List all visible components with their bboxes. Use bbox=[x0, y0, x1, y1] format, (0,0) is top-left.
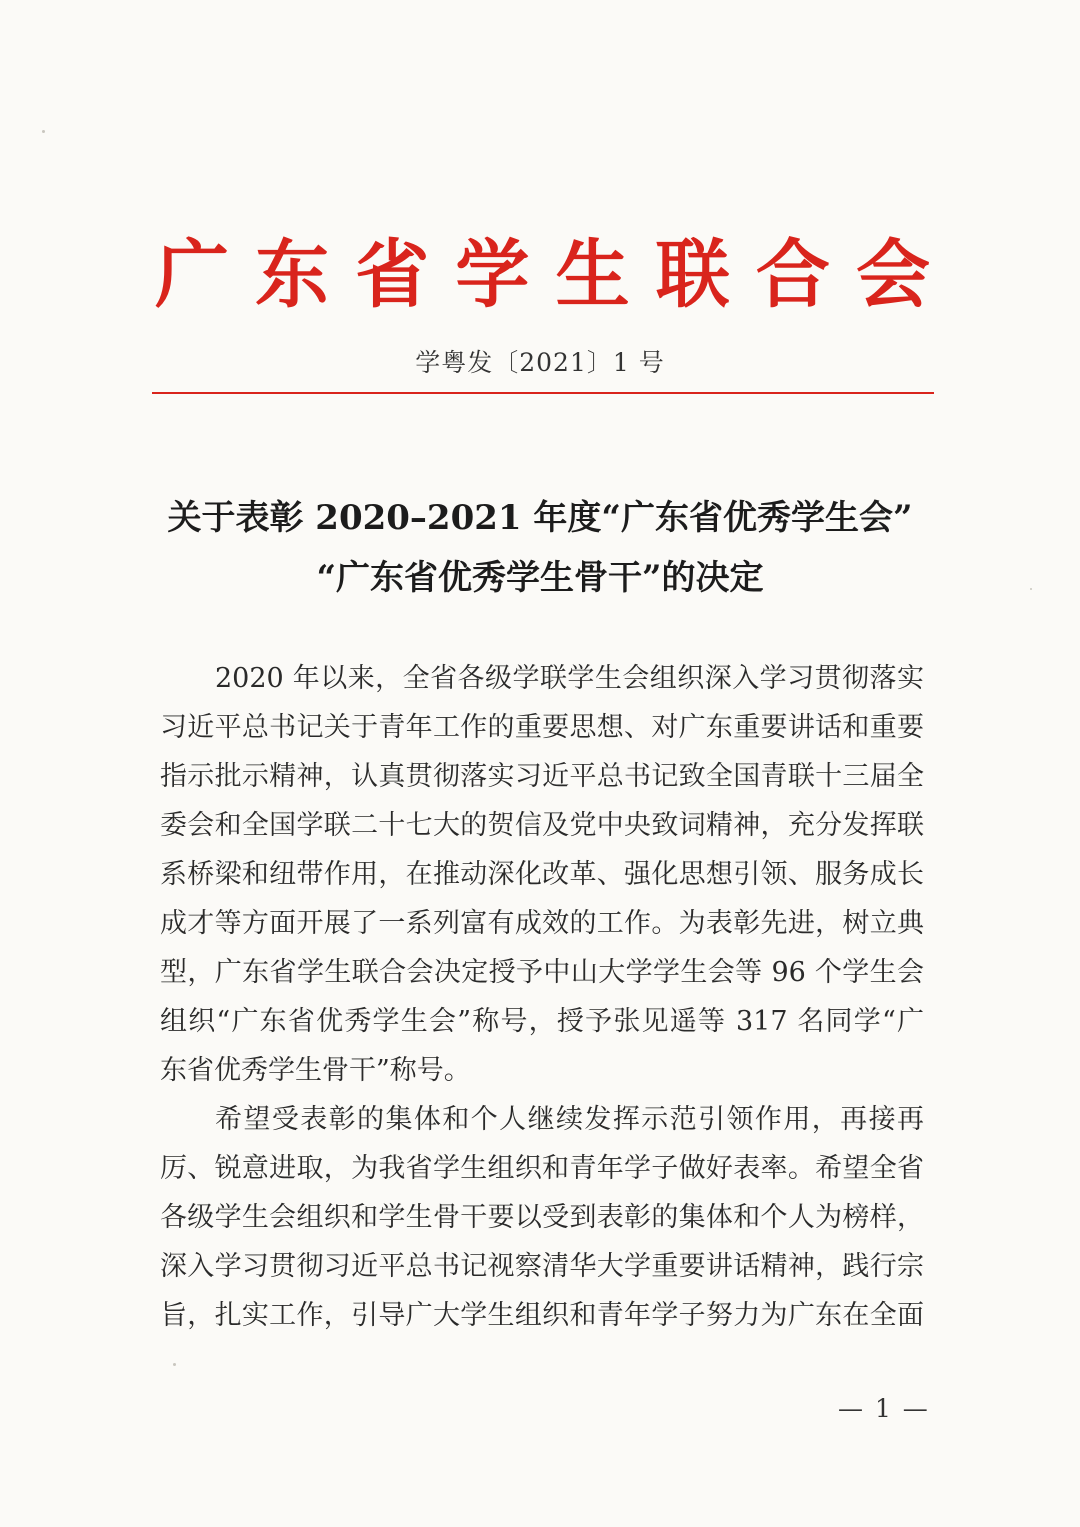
title-line-1: 关于表彰 2020–2021 年度“广东省优秀学生会” bbox=[167, 498, 913, 538]
paper-speck bbox=[173, 1363, 176, 1366]
header-char: 广 bbox=[155, 232, 229, 318]
body-line: 指示批示精神，认真贯彻落实习近平总书记致全国青联十三届全 bbox=[160, 761, 924, 792]
body-line: 2020 年以来，全省各级学联学生会组织深入学习贯彻落实 bbox=[215, 663, 924, 694]
body-line: 厉、锐意进取，为我省学生组织和青年学子做好表率。希望全省 bbox=[160, 1153, 924, 1184]
document-number: 学粤发〔2021〕1 号 bbox=[415, 348, 665, 377]
body-line: 东省优秀学生骨干”称号。 bbox=[160, 1055, 471, 1086]
body-line: 成才等方面开展了一系列富有成效的工作。为表彰先进，树立典 bbox=[160, 908, 924, 939]
body-line: 旨，扎实工作，引导广大学生组织和青年学子努力为广东在全面 bbox=[160, 1300, 924, 1331]
paper-speck bbox=[1030, 588, 1032, 590]
page-number: — 1 — bbox=[838, 1394, 930, 1423]
body-line: 组织“广东省优秀学生会”称号，授予张见遥等 317 名同学“广 bbox=[160, 1006, 924, 1037]
header-char: 学 bbox=[455, 232, 530, 318]
title-line-2: “广东省优秀学生骨干”的决定 bbox=[316, 558, 764, 598]
header-char: 会 bbox=[855, 232, 930, 318]
body-line: 各级学生会组织和学生骨干要以受到表彰的集体和个人为榜样， bbox=[160, 1202, 924, 1233]
body-line: 型，广东省学生联合会决定授予中山大学学生会等 96 个学生会 bbox=[160, 957, 924, 988]
header-char: 合 bbox=[755, 232, 830, 318]
body-line: 习近平总书记关于青年工作的重要思想、对广东重要讲话和重要 bbox=[160, 712, 924, 743]
header-char: 生 bbox=[555, 232, 630, 318]
body-line: 深入学习贯彻习近平总书记视察清华大学重要讲话精神，践行宗 bbox=[160, 1251, 924, 1282]
header-char: 省 bbox=[355, 232, 430, 318]
body-line: 委会和全国学联二十七大的贺信及党中央致词精神，充分发挥联 bbox=[160, 810, 924, 841]
body-line: 系桥梁和纽带作用，在推动深化改革、强化思想引领、服务成长 bbox=[160, 859, 924, 890]
red-divider bbox=[152, 392, 934, 394]
body-line: 希望受表彰的集体和个人继续发挥示范引领作用，再接再 bbox=[215, 1104, 924, 1135]
header-char: 东 bbox=[255, 232, 330, 318]
header-char: 联 bbox=[655, 232, 730, 318]
paper-speck bbox=[42, 130, 45, 133]
header-org-name bbox=[155, 225, 930, 325]
